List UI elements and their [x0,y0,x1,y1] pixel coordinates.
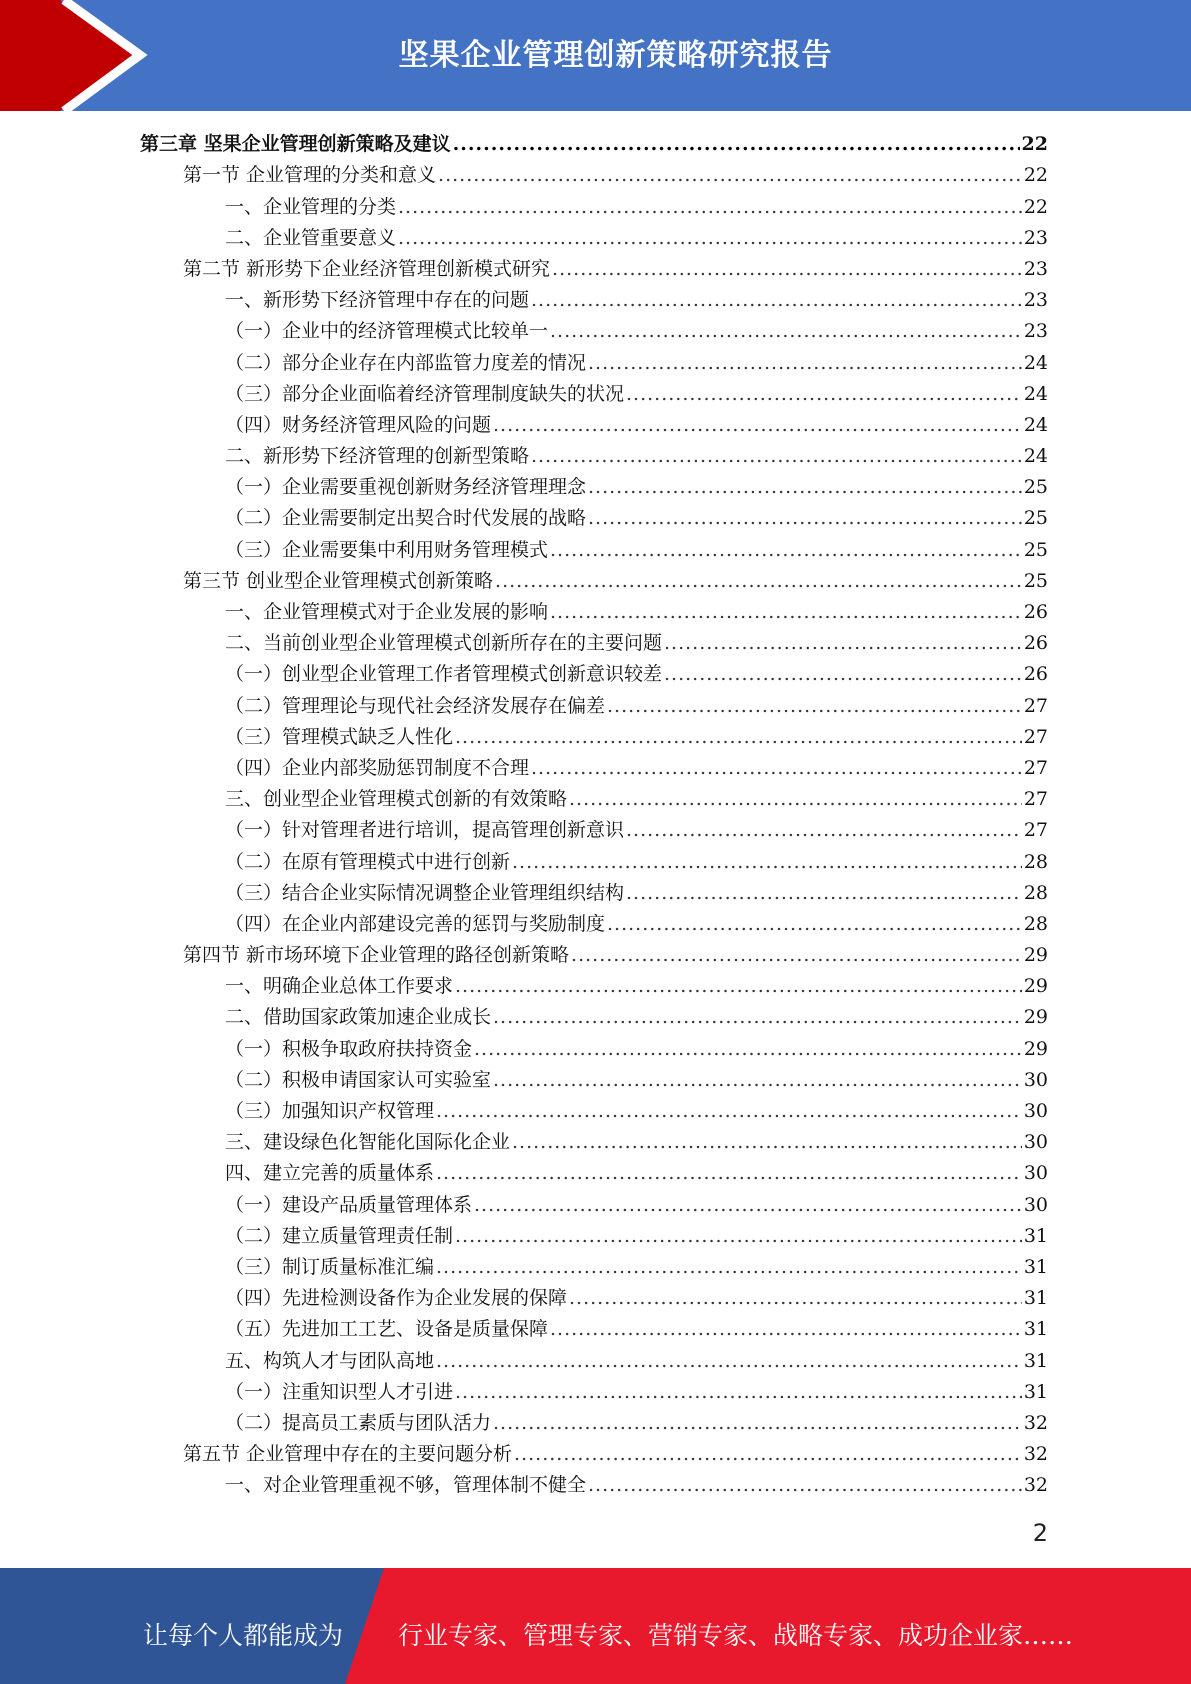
toc-leader-dots [455,1377,1022,1408]
toc-leader-dots [398,223,1022,254]
toc-entry-page: 26 [1023,601,1048,623]
toc-entry-page: 31 [1023,1224,1048,1247]
toc-entry-title: 第三章 坚果企业管理创新策略及建议 [140,133,451,156]
toc-entry[interactable] [140,878,1048,909]
toc-entry-page: 30 [1023,1193,1048,1216]
toc-entry-page: 31 [1023,1349,1048,1372]
toc-entry[interactable] [140,659,1048,690]
toc-leader-dots [531,441,1022,472]
toc-leader-dots [664,628,1022,659]
toc-entry-title: （二）管理理论与现代社会经济发展存在偏差 [225,694,606,717]
toc-entry-page: 31 [1023,1255,1048,1278]
toc-entry-title: 二、当前创业型企业管理模式创新所存在的主要问题 [225,632,663,655]
toc-entry-title: 二、企业管重要意义 [225,226,397,249]
toc-entry-page: 28 [1023,881,1048,904]
toc-entry[interactable] [140,846,1048,877]
toc-entry-title: 一、企业管理的分类 [225,195,397,218]
toc-entry-title: 二、新形势下经济管理的创新型策略 [225,445,530,468]
toc-entry[interactable] [140,347,1048,378]
toc-leader-dots [512,847,1022,878]
toc-entry-title: （三）部分企业面临着经济管理制度缺失的状况 [225,382,625,405]
toc-leader-dots [569,1283,1022,1314]
toc-leader-dots [512,1127,1022,1158]
toc-leader-dots [493,1408,1022,1439]
toc-entry[interactable] [140,534,1048,565]
toc-leader-dots [455,722,1022,753]
toc-entry[interactable] [140,1439,1048,1470]
toc-entry-title: （二）部分企业存在内部监管力度差的情况 [225,351,587,374]
toc-entry-page: 29 [1023,1037,1048,1060]
toc-entry[interactable] [140,1158,1048,1189]
toc-entry-title: （一）创业型企业管理工作者管理模式创新意识较差 [225,663,663,686]
toc-leader-dots [531,285,1022,316]
toc-leader-dots [455,971,1022,1002]
toc-leader-dots [436,1158,1022,1189]
toc-entry[interactable] [140,316,1048,347]
toc-entry[interactable] [140,379,1048,410]
toc-entry[interactable] [140,1252,1048,1283]
toc-leader-dots [571,940,1022,971]
toc-entry-page: 25 [1023,476,1048,499]
toc-entry-page: 22 [1021,133,1048,156]
toc-entry[interactable] [140,254,1048,285]
toc-leader-dots [436,1346,1022,1377]
toc-leader-dots [626,379,1022,410]
toc-entry-page: 31 [1023,1287,1048,1310]
toc-entry-title: 一、企业管理模式对于企业发展的影响 [225,601,549,623]
toc-entry[interactable] [140,597,1048,628]
toc-entry[interactable] [140,441,1048,472]
toc-leader-dots [453,129,1020,160]
toc-leader-dots [588,503,1022,534]
toc-entry-page: 27 [1023,819,1048,842]
toc-entry-page: 29 [1023,975,1048,998]
toc-entry-title: （二）提高员工素质与团队活力 [225,1411,492,1434]
toc-entry-title: （三）企业需要集中利用财务管理模式 [225,538,549,561]
toc-entry-page: 30 [1023,1100,1048,1122]
toc-entry[interactable] [140,1283,1048,1314]
toc-entry-title: 第一节 企业管理的分类和意义 [183,164,437,187]
table-of-contents [140,129,1048,1501]
toc-leader-dots [474,1034,1022,1065]
toc-leader-dots [607,691,1022,722]
toc-entry[interactable] [140,690,1048,721]
toc-entry-title: （一）针对管理者进行培训，提高管理创新意识 [225,819,625,842]
toc-leader-dots [531,753,1022,784]
toc-entry-title: 第四节 新市场环境下企业管理的路径创新策略 [183,944,570,967]
toc-entry-title: 二、借助国家政策加速企业成长 [225,1006,492,1029]
toc-entry-page: 28 [1023,912,1048,935]
toc-leader-dots [455,1221,1022,1252]
toc-entry-title: 四、建立完善的质量体系 [225,1162,435,1185]
toc-entry-title: （五）先进加工工艺、设备是质量保障 [225,1318,549,1341]
toc-entry-title: （三）制订质量标准汇编 [225,1255,435,1278]
toc-entry[interactable] [140,1127,1048,1158]
toc-leader-dots [588,1470,1022,1501]
toc-entry[interactable] [140,1096,1048,1127]
toc-entry-page: 27 [1023,694,1048,717]
toc-entry-page: 24 [1023,445,1048,468]
toc-leader-dots [398,192,1022,223]
toc-leader-dots [550,535,1022,566]
toc-entry-title: 三、建设绿色化智能化国际化企业 [225,1131,511,1154]
toc-leader-dots [626,878,1022,909]
toc-leader-dots [493,410,1022,441]
toc-leader-dots [493,1002,1022,1033]
toc-leader-dots [588,348,1022,379]
toc-entry[interactable] [140,909,1048,940]
toc-entry[interactable] [140,566,1048,597]
toc-entry[interactable] [140,753,1048,784]
toc-entry[interactable] [140,1408,1048,1439]
toc-entry[interactable] [140,1345,1048,1376]
toc-leader-dots [436,1252,1022,1283]
toc-leader-dots [607,909,1022,940]
toc-entry-page: 30 [1023,1068,1048,1091]
toc-entry-title: （四）财务经济管理风险的问题 [225,413,492,436]
toc-entry-title: （二）企业需要制定出契合时代发展的战略 [225,507,587,530]
document-title: 坚果企业管理创新策略研究报告 [398,38,833,73]
toc-entry-page: 23 [1023,257,1048,280]
page-header [0,0,1191,111]
toc-entry[interactable] [140,971,1048,1002]
toc-leader-dots [550,1314,1022,1345]
toc-leader-dots [569,784,1022,815]
page-footer [0,1568,1191,1684]
toc-entry[interactable] [140,160,1048,191]
toc-entry-page: 27 [1023,756,1048,779]
toc-entry-title: （三）管理模式缺乏人性化 [225,725,454,748]
toc-entry-title: 第三节 创业型企业管理模式创新策略 [183,569,494,592]
toc-entry-page: 26 [1023,632,1048,655]
toc-entry-page: 25 [1023,507,1048,530]
toc-leader-dots [438,160,1022,191]
toc-entry-title: （三）结合企业实际情况调整企业管理组织结构 [225,881,625,904]
footer-roles: 行业专家、管理专家、营销专家、战略专家、成功企业家…… [398,1621,1074,1650]
toc-entry-page: 23 [1023,226,1048,249]
toc-leader-dots [514,1439,1022,1470]
toc-entry[interactable] [140,1189,1048,1220]
toc-leader-dots [626,815,1022,846]
toc-entry-title: （一）注重知识型人才引进 [225,1380,454,1403]
page-number: 2 [1032,1519,1048,1547]
toc-entry-page: 31 [1023,1380,1048,1403]
toc-entry[interactable] [140,1002,1048,1033]
toc-entry-page: 30 [1023,1131,1048,1154]
toc-entry-title: 一、明确企业总体工作要求 [225,975,454,998]
toc-entry[interactable] [140,1033,1048,1064]
toc-entry-title: （二）积极申请国家认可实验室 [225,1068,492,1091]
toc-entry-title: 三、创业型企业管理模式创新的有效策略 [225,788,568,811]
toc-entry-title: （二）在原有管理模式中进行创新 [225,850,511,873]
toc-entry[interactable] [140,628,1048,659]
toc-entry-page: 24 [1023,382,1048,405]
toc-entry-title: （四）先进检测设备作为企业发展的保障 [225,1287,568,1310]
toc-entry-title: 第二节 新形势下企业经济管理创新模式研究 [183,257,551,280]
toc-entry[interactable] [140,815,1048,846]
toc-entry-page: 27 [1023,725,1048,748]
toc-entry[interactable] [140,191,1048,222]
toc-entry-page: 28 [1023,850,1048,873]
toc-entry[interactable] [140,410,1048,441]
toc-entry-title: 第五节 企业管理中存在的主要问题分析 [183,1443,513,1466]
toc-entry-page: 29 [1023,944,1048,967]
toc-leader-dots [495,566,1022,597]
toc-entry-page: 23 [1023,289,1048,312]
toc-leader-dots [550,597,1022,628]
toc-entry-title: （一）积极争取政府扶持资金 [225,1037,473,1060]
toc-entry[interactable] [140,1221,1048,1252]
toc-leader-dots [436,1096,1022,1127]
toc-entry-page: 32 [1023,1443,1048,1466]
toc-entry[interactable] [140,285,1048,316]
toc-entry[interactable] [140,503,1048,534]
toc-entry[interactable] [140,472,1048,503]
toc-entry-title: （三）加强知识产权管理 [225,1100,435,1122]
toc-leader-dots [493,1065,1022,1096]
toc-entry-page: 23 [1023,320,1048,343]
toc-entry-page: 32 [1023,1474,1048,1497]
toc-entry-page: 27 [1023,788,1048,811]
toc-entry-page: 32 [1023,1411,1048,1434]
toc-entry[interactable] [140,940,1048,971]
toc-entry[interactable] [140,722,1048,753]
toc-entry-title: 一、新形势下经济管理中存在的问题 [225,289,530,312]
toc-entry-title: （四）企业内部奖励惩罚制度不合理 [225,756,530,779]
toc-entry[interactable] [140,1065,1048,1096]
toc-leader-dots [550,316,1022,347]
footer-slogan: 让每个人都能成为 [143,1621,344,1650]
toc-leader-dots [552,254,1022,285]
toc-entry-title: （一）企业中的经济管理模式比较单一 [225,320,549,343]
toc-entry[interactable] [140,129,1048,160]
toc-entry-page: 22 [1023,195,1048,218]
toc-entry-title: 五、构筑人才与团队高地 [225,1349,435,1372]
toc-entry-page: 24 [1023,413,1048,436]
toc-entry[interactable] [140,1377,1048,1408]
toc-leader-dots [588,472,1022,503]
toc-entry-title: （二）建立质量管理责任制 [225,1224,454,1247]
toc-entry-page: 29 [1023,1006,1048,1029]
toc-entry-page: 24 [1023,351,1048,374]
toc-entry-page: 31 [1023,1318,1048,1341]
toc-leader-dots [474,1190,1022,1221]
toc-entry-title: （一）企业需要重视创新财务经济管理理念 [225,476,587,499]
toc-entry[interactable] [140,1314,1048,1345]
toc-entry-page: 25 [1023,538,1048,561]
toc-entry-page: 26 [1023,663,1048,686]
toc-entry-title: 一、对企业管理重视不够，管理体制不健全 [225,1474,587,1497]
toc-entry-title: （四）在企业内部建设完善的惩罚与奖励制度 [225,912,606,935]
toc-entry[interactable] [140,223,1048,254]
toc-entry-title: （一）建设产品质量管理体系 [225,1193,473,1216]
toc-entry-page: 25 [1023,569,1048,592]
toc-entry[interactable] [140,1470,1048,1501]
toc-leader-dots [664,659,1022,690]
toc-entry[interactable] [140,784,1048,815]
toc-entry-page: 22 [1023,164,1048,187]
toc-entry-page: 30 [1023,1162,1048,1185]
